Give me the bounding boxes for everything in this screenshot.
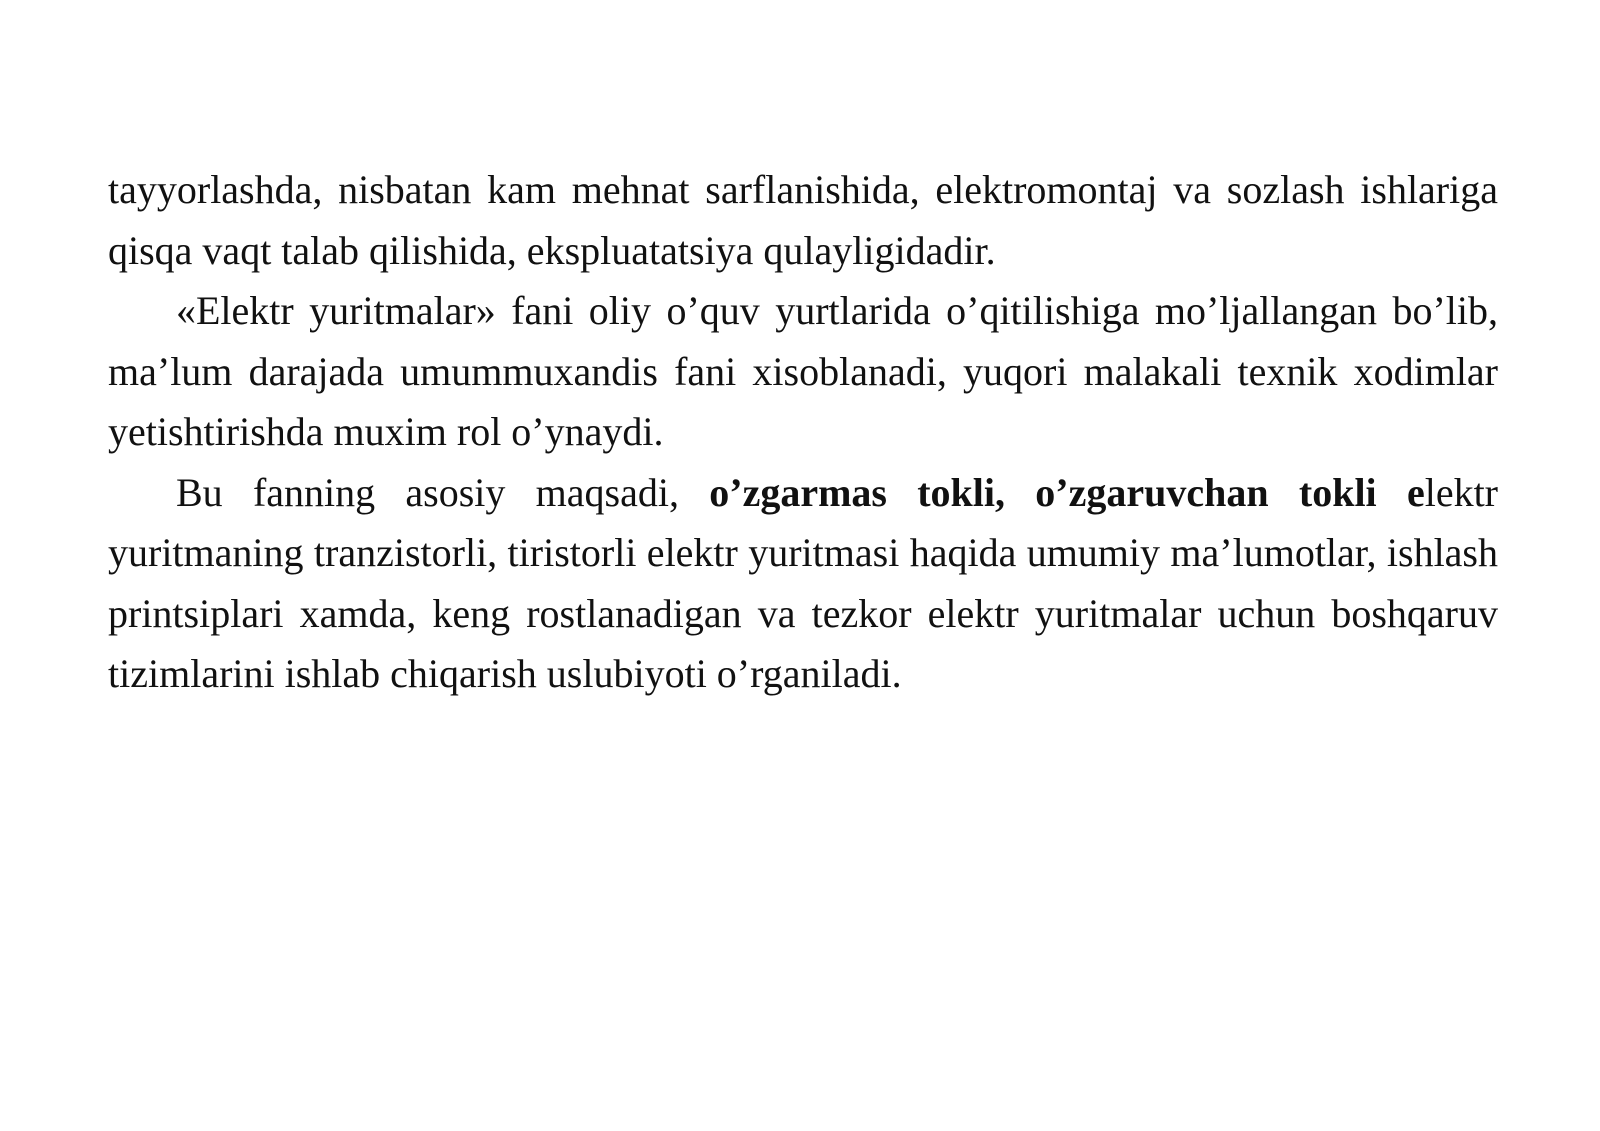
paragraph-continuation: tayyorlashda, nisbatan kam mehnat sarflanishida, elektromontaj va sozlash ishlariga qisqa vaqt talab qilishida, ekspluatatsiya qulayligidadir. bbox=[108, 167, 1498, 273]
paragraph-course-goal bbox=[108, 463, 1498, 705]
document-page bbox=[108, 160, 1498, 705]
goal-text-bold: o’zgarmas tokli, o’zgaruvchan tokli e bbox=[709, 469, 1425, 515]
goal-text-end: lektr yuritmaning tranzistorli, tiristorli elektr yuritmasi haqida umumiy ma’lumotlar, ishlash printsiplari xamda, keng rostlanadigan va tezkor elektr yuritmalar uchun boshqaruv tizimlarini ishlab chiqarish uslubiyoti o’rganiladi. bbox=[108, 469, 1499, 696]
goal-text-start: Bu fanning asosiy maqsadi, bbox=[176, 469, 710, 515]
paragraph-course-description: «Elektr yuritmalar» fani oliy o’quv yurtlarida o’qitilishiga mo’ljallangan bo’lib, ma’lum darajada umummuxandis fani xisoblanadi, yuqori malakali texnik xodimlar yetishtirishda muxim rol o’ynaydi. bbox=[108, 288, 1498, 454]
